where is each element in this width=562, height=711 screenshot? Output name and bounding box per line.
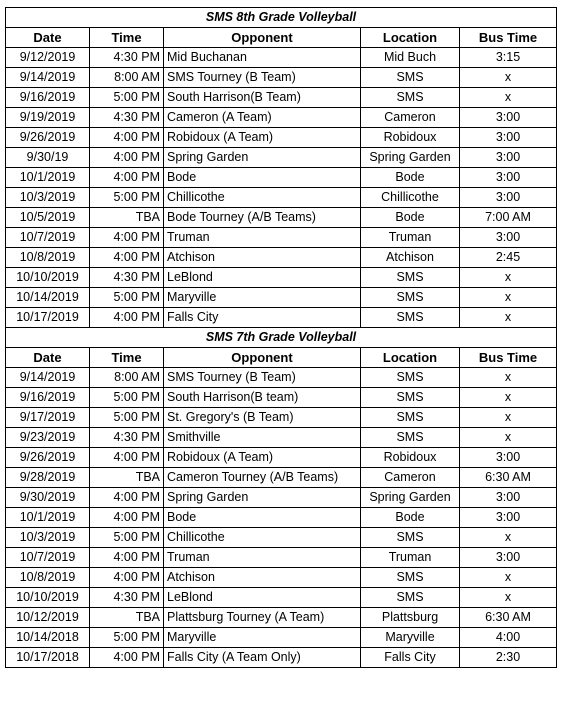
cell-date: 9/26/2019 [6,128,90,148]
table-row [6,48,557,68]
cell-opponent: LeBlond [164,268,361,288]
cell-opponent: Falls City [164,308,361,328]
cell-time: 5:00 PM [90,288,164,308]
cell-date: 10/3/2019 [6,528,90,548]
cell-time: 4:00 PM [90,148,164,168]
cell-opponent: Truman [164,228,361,248]
cell-date: 10/7/2019 [6,548,90,568]
cell-location: Spring Garden [361,148,460,168]
cell-date: 9/14/2019 [6,68,90,88]
cell-location: SMS [361,588,460,608]
cell-opponent: SMS Tourney (B Team) [164,368,361,388]
column-header-date: Date [6,28,90,48]
cell-location: Cameron [361,468,460,488]
cell-bus-time: x [460,88,557,108]
cell-date: 10/3/2019 [6,188,90,208]
cell-date: 9/28/2019 [6,468,90,488]
column-header-row [6,28,557,48]
table-row [6,628,557,648]
cell-date: 10/17/2018 [6,648,90,668]
column-header-location: Location [361,28,460,48]
cell-date: 10/7/2019 [6,228,90,248]
cell-bus-time: 2:30 [460,648,557,668]
table-row [6,508,557,528]
table-row [6,488,557,508]
cell-opponent: South Harrison(B Team) [164,88,361,108]
cell-opponent: Robidoux (A Team) [164,128,361,148]
cell-time: 4:30 PM [90,108,164,128]
cell-opponent: Atchison [164,568,361,588]
cell-time: 8:00 AM [90,368,164,388]
cell-opponent: Bode Tourney (A/B Teams) [164,208,361,228]
cell-bus-time: 3:00 [460,548,557,568]
column-header-bus-time: Bus Time [460,348,557,368]
table-row [6,268,557,288]
cell-opponent: Smithville [164,428,361,448]
cell-opponent: Bode [164,168,361,188]
cell-date: 9/23/2019 [6,428,90,448]
cell-opponent: Bode [164,508,361,528]
cell-location: SMS [361,408,460,428]
table-row [6,608,557,628]
table-row [6,108,557,128]
cell-date: 10/14/2018 [6,628,90,648]
cell-time: TBA [90,608,164,628]
cell-opponent: Falls City (A Team Only) [164,648,361,668]
cell-location: Maryville [361,628,460,648]
cell-date: 10/17/2019 [6,308,90,328]
cell-date: 9/30/2019 [6,488,90,508]
cell-bus-time: x [460,588,557,608]
cell-bus-time: 7:00 AM [460,208,557,228]
cell-date: 10/1/2019 [6,168,90,188]
cell-time: 4:30 PM [90,48,164,68]
cell-date: 10/10/2019 [6,268,90,288]
cell-time: 4:00 PM [90,548,164,568]
cell-time: TBA [90,468,164,488]
column-header-opponent: Opponent [164,348,361,368]
cell-date: 10/14/2019 [6,288,90,308]
table-row [6,368,557,388]
cell-bus-time: 3:00 [460,148,557,168]
cell-location: SMS [361,428,460,448]
table-row [6,308,557,328]
cell-location: Truman [361,548,460,568]
cell-opponent: St. Gregory's (B Team) [164,408,361,428]
cell-date: 9/16/2019 [6,388,90,408]
cell-time: 4:30 PM [90,588,164,608]
column-header-location: Location [361,348,460,368]
column-header-opponent: Opponent [164,28,361,48]
cell-bus-time: 3:00 [460,488,557,508]
cell-location: Robidoux [361,448,460,468]
cell-opponent: Chillicothe [164,528,361,548]
cell-bus-time: 3:15 [460,48,557,68]
cell-bus-time: x [460,388,557,408]
cell-bus-time: 3:00 [460,228,557,248]
table-row [6,388,557,408]
table-row [6,448,557,468]
cell-opponent: Cameron Tourney (A/B Teams) [164,468,361,488]
cell-date: 9/19/2019 [6,108,90,128]
schedule-body [6,8,557,668]
column-header-bus-time: Bus Time [460,28,557,48]
cell-bus-time: x [460,288,557,308]
cell-location: SMS [361,88,460,108]
table-row [6,208,557,228]
cell-bus-time: 6:30 AM [460,468,557,488]
cell-opponent: Spring Garden [164,148,361,168]
cell-date: 9/30/19 [6,148,90,168]
cell-time: 5:00 PM [90,628,164,648]
cell-time: 4:00 PM [90,168,164,188]
section-title: SMS 7th Grade Volleyball [6,328,557,348]
section-title: SMS 8th Grade Volleyball [6,8,557,28]
table-row [6,568,557,588]
table-row [6,68,557,88]
cell-time: 5:00 PM [90,388,164,408]
table-row [6,188,557,208]
table-row [6,408,557,428]
column-header-date: Date [6,348,90,368]
table-row [6,128,557,148]
table-row [6,428,557,448]
cell-bus-time: x [460,408,557,428]
cell-location: Falls City [361,648,460,668]
cell-bus-time: x [460,268,557,288]
cell-date: 10/8/2019 [6,248,90,268]
cell-time: 4:30 PM [90,428,164,448]
cell-date: 9/14/2019 [6,368,90,388]
cell-location: Spring Garden [361,488,460,508]
cell-opponent: Spring Garden [164,488,361,508]
cell-time: 4:00 PM [90,228,164,248]
cell-bus-time: 3:00 [460,108,557,128]
cell-bus-time: 6:30 AM [460,608,557,628]
cell-location: Cameron [361,108,460,128]
cell-time: 4:00 PM [90,308,164,328]
cell-bus-time: 3:00 [460,128,557,148]
cell-time: TBA [90,208,164,228]
cell-location: Robidoux [361,128,460,148]
cell-opponent: Maryville [164,628,361,648]
cell-bus-time: x [460,68,557,88]
cell-location: Bode [361,208,460,228]
cell-opponent: Atchison [164,248,361,268]
cell-bus-time: 3:00 [460,168,557,188]
table-row [6,588,557,608]
cell-time: 5:00 PM [90,528,164,548]
cell-bus-time: 2:45 [460,248,557,268]
cell-opponent: Truman [164,548,361,568]
cell-date: 10/8/2019 [6,568,90,588]
schedule-sheet [5,7,557,668]
cell-time: 4:00 PM [90,128,164,148]
cell-opponent: South Harrison(B team) [164,388,361,408]
cell-opponent: LeBlond [164,588,361,608]
cell-date: 9/17/2019 [6,408,90,428]
table-row [6,148,557,168]
cell-bus-time: 3:00 [460,508,557,528]
table-row [6,228,557,248]
cell-date: 9/16/2019 [6,88,90,108]
column-header-time: Time [90,28,164,48]
cell-location: Plattsburg [361,608,460,628]
cell-bus-time: 4:00 [460,628,557,648]
cell-time: 4:30 PM [90,268,164,288]
cell-location: Atchison [361,248,460,268]
cell-opponent: Maryville [164,288,361,308]
cell-location: Bode [361,508,460,528]
cell-location: Chillicothe [361,188,460,208]
cell-time: 4:00 PM [90,248,164,268]
cell-time: 5:00 PM [90,408,164,428]
cell-bus-time: x [460,568,557,588]
column-header-time: Time [90,348,164,368]
cell-bus-time: x [460,428,557,448]
cell-location: SMS [361,368,460,388]
section-title-row [6,8,557,28]
cell-opponent: Robidoux (A Team) [164,448,361,468]
cell-location: Bode [361,168,460,188]
table-row [6,548,557,568]
cell-opponent: Plattsburg Tourney (A Team) [164,608,361,628]
cell-bus-time: 3:00 [460,188,557,208]
cell-bus-time: x [460,528,557,548]
cell-location: Mid Buch [361,48,460,68]
cell-opponent: SMS Tourney (B Team) [164,68,361,88]
cell-bus-time: 3:00 [460,448,557,468]
cell-location: SMS [361,288,460,308]
cell-location: SMS [361,68,460,88]
table-row [6,528,557,548]
cell-opponent: Chillicothe [164,188,361,208]
cell-time: 5:00 PM [90,88,164,108]
cell-location: Truman [361,228,460,248]
table-row [6,468,557,488]
cell-time: 8:00 AM [90,68,164,88]
cell-date: 10/12/2019 [6,608,90,628]
table-row [6,88,557,108]
cell-location: SMS [361,568,460,588]
column-header-row [6,348,557,368]
cell-date: 10/10/2019 [6,588,90,608]
table-row [6,168,557,188]
cell-location: SMS [361,528,460,548]
cell-date: 9/26/2019 [6,448,90,468]
cell-location: SMS [361,268,460,288]
cell-time: 5:00 PM [90,188,164,208]
table-row [6,288,557,308]
cell-opponent: Cameron (A Team) [164,108,361,128]
table-row [6,648,557,668]
cell-bus-time: x [460,368,557,388]
cell-date: 9/12/2019 [6,48,90,68]
cell-date: 10/5/2019 [6,208,90,228]
cell-location: SMS [361,388,460,408]
table-row [6,248,557,268]
cell-location: SMS [361,308,460,328]
cell-time: 4:00 PM [90,648,164,668]
cell-time: 4:00 PM [90,568,164,588]
section-title-row [6,328,557,348]
cell-time: 4:00 PM [90,448,164,468]
cell-opponent: Mid Buchanan [164,48,361,68]
cell-date: 10/1/2019 [6,508,90,528]
cell-time: 4:00 PM [90,508,164,528]
cell-time: 4:00 PM [90,488,164,508]
cell-bus-time: x [460,308,557,328]
